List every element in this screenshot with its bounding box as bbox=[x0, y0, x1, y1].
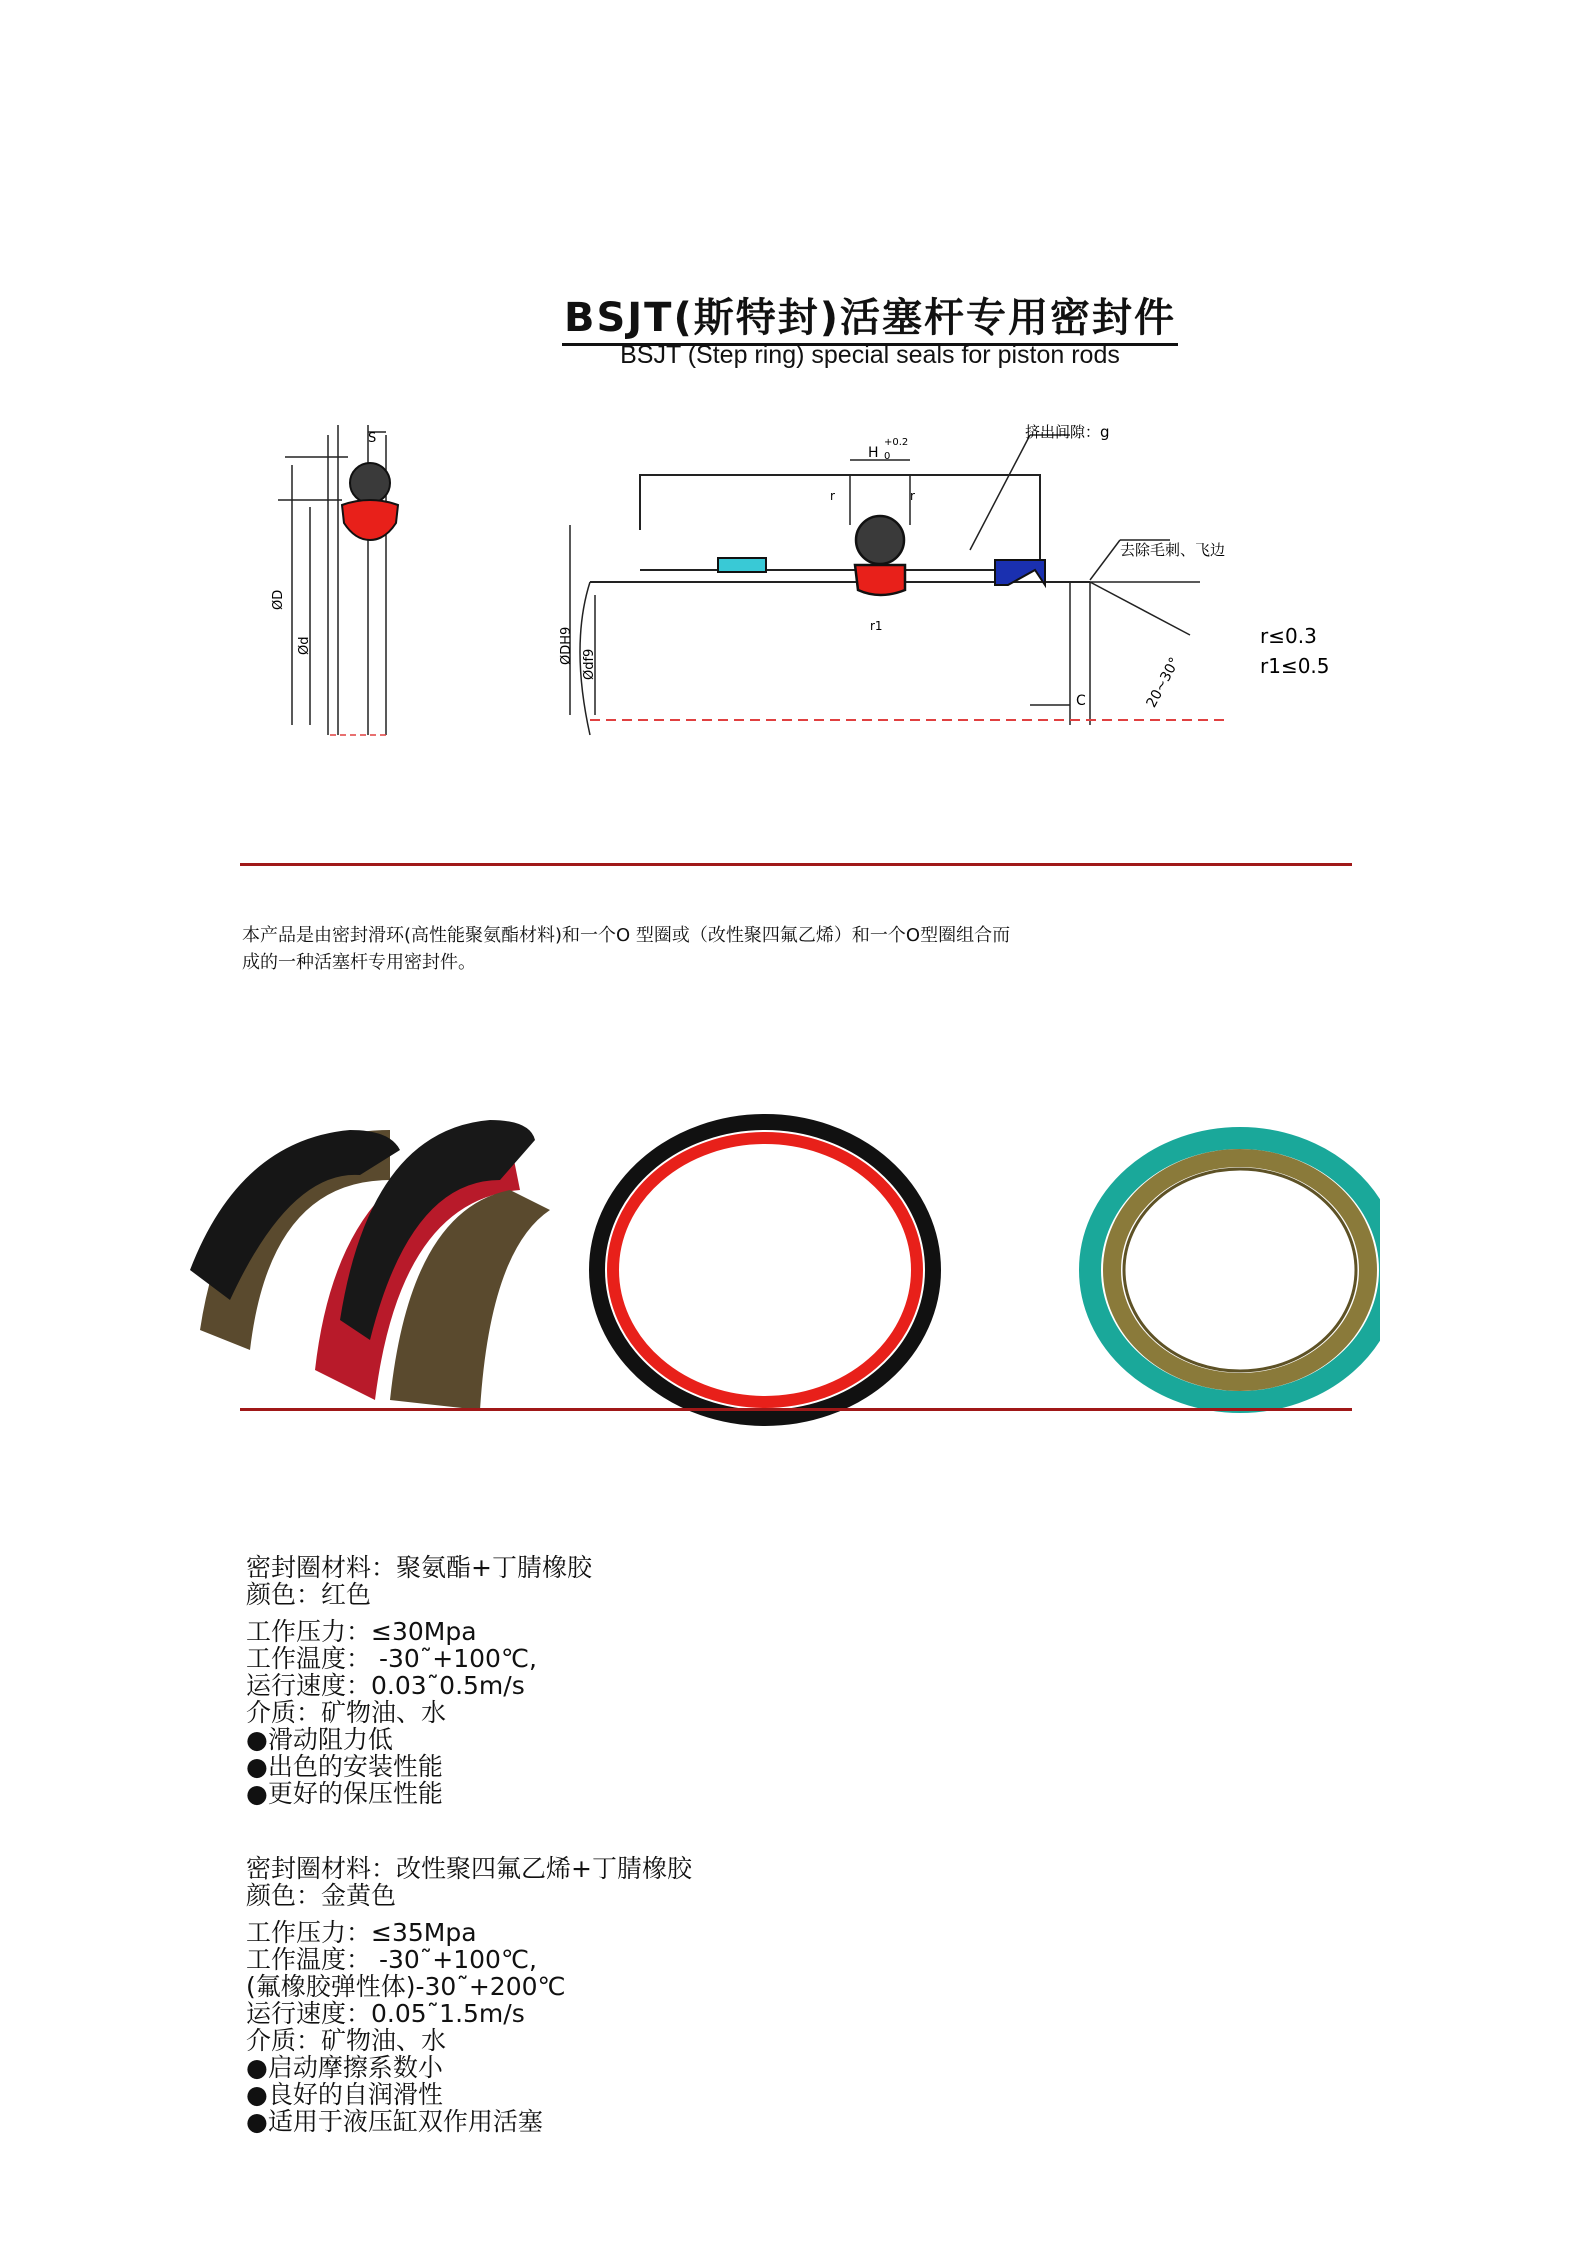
label-r-right: r bbox=[910, 489, 915, 503]
spec2-medium: 介质：矿物油、水 bbox=[246, 2026, 447, 2055]
label-df9: Ødf9 bbox=[582, 648, 597, 680]
label-extrusion-gap: 挤出间隙：g bbox=[1025, 423, 1110, 441]
spec2-temperature: 工作温度： -30˜+100℃, bbox=[246, 1945, 537, 1974]
label-angle: 20~30° bbox=[1143, 654, 1184, 711]
label-r-left: r bbox=[830, 489, 835, 503]
spec2-temperature-fkm: (氟橡胶弹性体)-30˜+200℃ bbox=[246, 1972, 566, 2001]
intro-line-2: 成的一种活塞杆专用密封件。 bbox=[242, 952, 476, 973]
spec2-feature: ●适用于液压缸双作用活塞 bbox=[246, 2107, 543, 2136]
spec2-material: 密封圈材料：改性聚四氟乙烯+丁腈橡胶 bbox=[246, 1854, 692, 1883]
spec1-medium: 介质：矿物油、水 bbox=[246, 1698, 447, 1727]
spec1-speed: 运行速度：0.03˜0.5m/s bbox=[246, 1671, 525, 1700]
red-black-ring-photo bbox=[597, 1122, 933, 1418]
guide-ring bbox=[718, 558, 766, 572]
spec2-feature: ●启动摩擦系数小 bbox=[246, 2053, 443, 2082]
label-r1-note: r1≤0.5 bbox=[1260, 654, 1330, 678]
spec-block-ptfe bbox=[246, 1855, 692, 2135]
technical-drawing bbox=[270, 415, 1360, 755]
spec-block-polyurethane bbox=[246, 1554, 592, 1807]
cutaway-seal-photo bbox=[190, 1120, 550, 1410]
spec2-pressure: 工作压力：≤35Mpa bbox=[246, 1918, 477, 1947]
spec1-temperature: 工作温度： -30˜+100℃, bbox=[246, 1644, 537, 1673]
spec1-color: 颜色：红色 bbox=[246, 1580, 372, 1609]
label-r-note: r≤0.3 bbox=[1260, 624, 1317, 648]
label-id: Ød bbox=[297, 636, 312, 655]
spec1-pressure: 工作压力：≤30Mpa bbox=[246, 1617, 477, 1646]
groove-oring bbox=[856, 516, 904, 564]
spec1-feature: ●出色的安装性能 bbox=[246, 1752, 443, 1781]
left-seal-ring bbox=[342, 500, 398, 540]
label-dh9: ØDH9 bbox=[559, 626, 574, 665]
product-photos bbox=[190, 1070, 1380, 1450]
groove-seal-ring bbox=[855, 565, 905, 595]
label-r1: r1 bbox=[870, 619, 883, 633]
product-intro bbox=[242, 922, 1242, 976]
label-h: H bbox=[868, 445, 879, 461]
divider-bottom bbox=[240, 1408, 1352, 1411]
spec1-feature: ●更好的保压性能 bbox=[246, 1779, 443, 1808]
page-subtitle: BSJT (Step ring) special seals for piston rods bbox=[620, 341, 1120, 369]
label-deburr: 去除毛刺、飞边 bbox=[1120, 541, 1226, 559]
left-oring bbox=[350, 463, 390, 503]
divider-top bbox=[240, 863, 1352, 866]
label-h-tol-lower: 0 bbox=[884, 451, 891, 462]
spec2-speed: 运行速度：0.05˜1.5m/s bbox=[246, 1999, 525, 2028]
label-s: S bbox=[368, 431, 377, 446]
page-title bbox=[0, 286, 1588, 343]
teal-gold-ring-photo bbox=[1090, 1138, 1380, 1402]
spec2-color: 颜色：金黄色 bbox=[246, 1881, 397, 1910]
spec2-feature: ●良好的自润滑性 bbox=[246, 2080, 443, 2109]
label-od: ØD bbox=[271, 589, 286, 610]
spec1-material: 密封圈材料：聚氨酯+丁腈橡胶 bbox=[246, 1553, 592, 1582]
page-title-text: BSJT(斯特封)活塞杆专用密封件 bbox=[562, 295, 1178, 346]
label-c: C bbox=[1076, 693, 1086, 709]
label-h-tol-upper: +0.2 bbox=[884, 437, 909, 448]
spec1-feature: ●滑动阻力低 bbox=[246, 1725, 393, 1754]
intro-line-1: 本产品是由密封滑环(高性能聚氨酯材料)和一个O 型圈或（改性聚四氟乙烯）和一个O型圈组合而 bbox=[242, 925, 1011, 946]
